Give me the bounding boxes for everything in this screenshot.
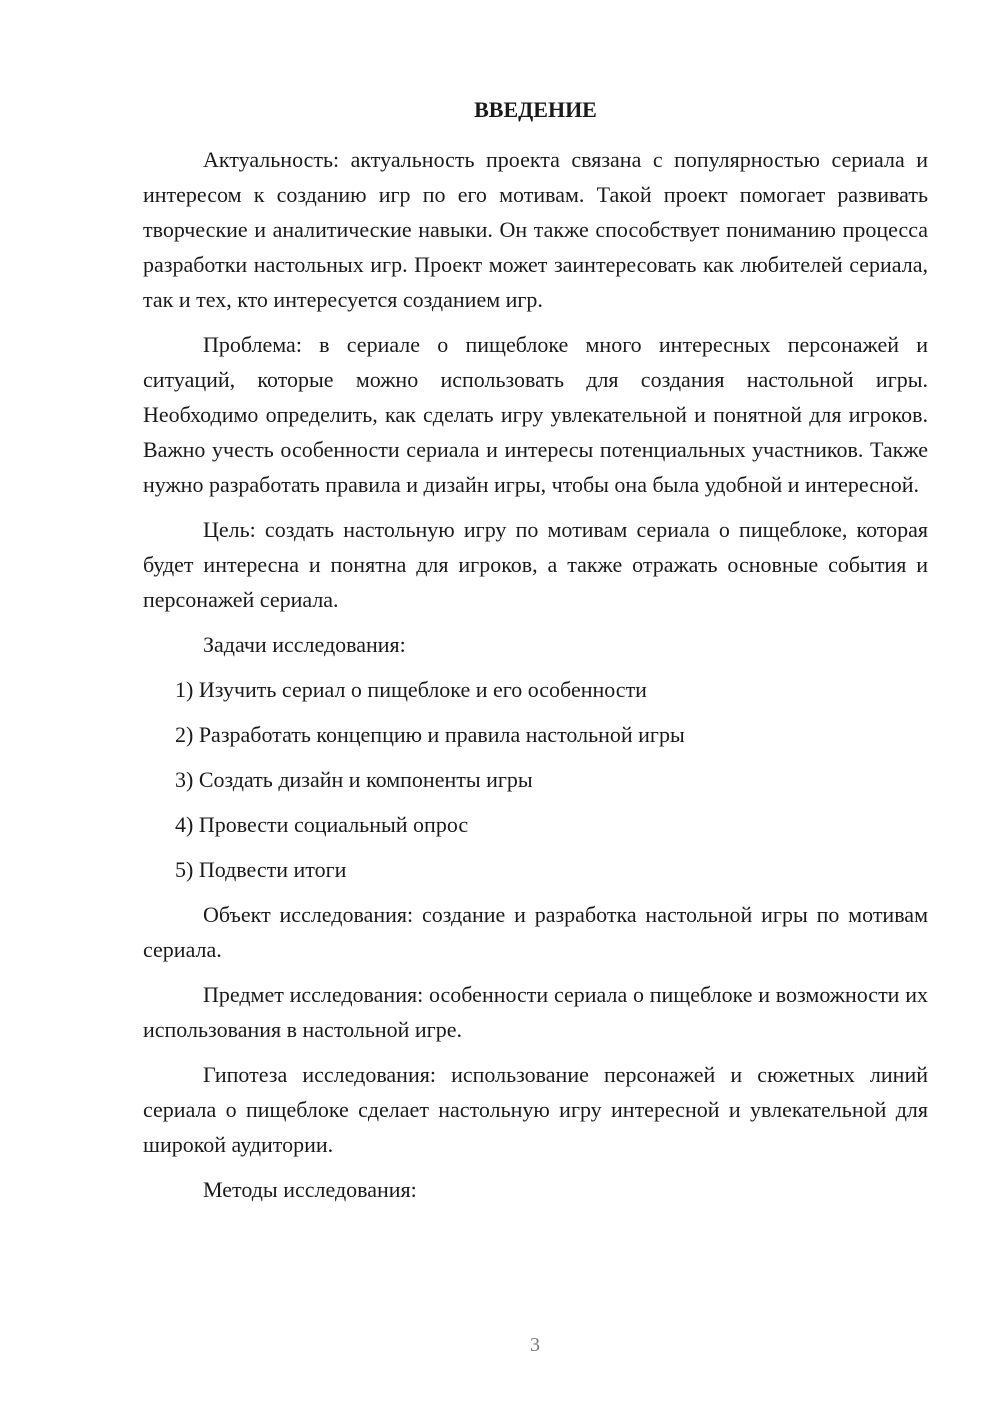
relevance-paragraph: Актуальность: актуальность проекта связана с популярностью сериала и интересом к созданию игр по его мотивам. Такой проект помогает развивать творческие и аналитические навыки. Он также способствует пониманию процесса разработки настольных игр. Проект может заинтересовать как любителей сериала, так и тех, кто интересуется созданием игр. — [143, 147, 928, 312]
page-number: 3 — [530, 1334, 540, 1356]
tasks-heading: Задачи исследования: — [203, 632, 406, 657]
list-item: 5) Подвести итоги — [175, 857, 347, 882]
goal-paragraph: Цель: создать настольную игру по мотивам сериала о пищеблоке, которая будет интересна и понятна для игроков, а также отражать основные события и персонажей сериала. — [143, 517, 928, 612]
page-title: ВВЕДЕНИЕ — [474, 97, 597, 122]
list-item: 3) Создать дизайн и компоненты игры — [175, 767, 533, 792]
problem-paragraph: Проблема: в сериале о пищеблоке много интересных персонажей и ситуаций, которые можно использовать для создания настольной игры. Необходимо определить, как сделать игру увлекательной и понятной для игроков. Важно учесть особенности сериала и интересы потенциальных участников. Также нужно разработать правила и дизайн игры, чтобы она была удобной и интересной. — [143, 332, 928, 497]
object-paragraph: Объект исследования: создание и разработка настольной игры по мотивам сериала. — [143, 902, 928, 962]
hypothesis-paragraph: Гипотеза исследования: использование персонажей и сюжетных линий сериала о пищеблоке сделает настольную игру интересной и увлекательной для широкой аудитории. — [143, 1062, 928, 1157]
tasks-list — [143, 672, 928, 887]
methods-heading: Методы исследования: — [203, 1177, 417, 1202]
list-item: 4) Провести социальный опрос — [175, 812, 469, 837]
list-item: 1) Изучить сериал о пищеблоке и его особенности — [175, 677, 647, 702]
document-page — [143, 96, 928, 1217]
list-item: 2) Разработать концепцию и правила настольной игры — [175, 722, 685, 747]
subject-paragraph: Предмет исследования: особенности сериала о пищеблоке и возможности их использования в настольной игре. — [143, 982, 928, 1042]
